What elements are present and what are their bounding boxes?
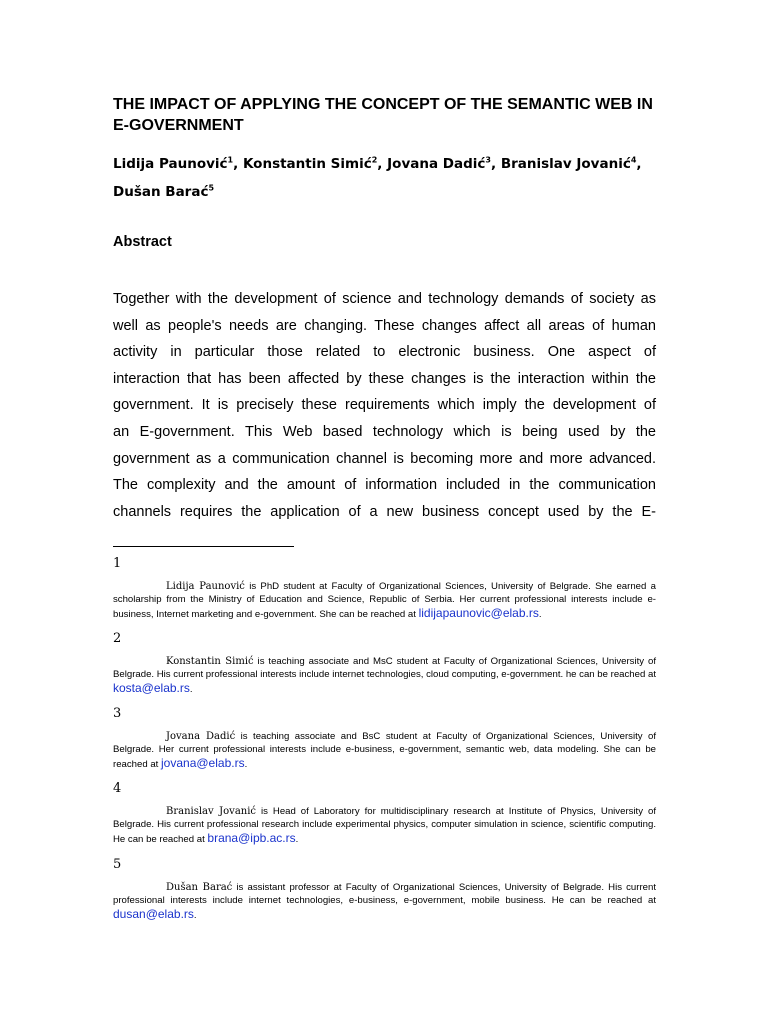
author-footnote-mark[interactable]: 1 bbox=[227, 155, 234, 165]
author-name: Dušan Barać bbox=[113, 184, 209, 200]
author-footnote-mark[interactable]: 2 bbox=[371, 155, 378, 165]
footnote bbox=[113, 857, 656, 922]
author-footnote-mark[interactable]: 4 bbox=[630, 155, 637, 165]
abstract-line: interaction that has been affected by these changes is the interaction within the bbox=[113, 370, 656, 387]
footnote-author-name: Jovana Dadić bbox=[166, 731, 236, 742]
footnote-body: is Head of Laboratory for multidisciplinary research at Institute of Physics, University of Belgrade. His current professional research include experimental physics, computer simulation in science, scientific computing. He can be reached at bbox=[113, 806, 656, 845]
author-name: Konstantin Simić bbox=[242, 156, 372, 172]
footnote-email-link[interactable]: jovana@elab.rs bbox=[161, 755, 245, 770]
abstract-body bbox=[113, 286, 656, 525]
footnote-separator bbox=[113, 546, 294, 547]
author-footnote-mark[interactable]: 3 bbox=[485, 155, 491, 165]
footnote-number: 5 bbox=[113, 857, 122, 872]
footnote-text bbox=[113, 730, 656, 771]
abstract-line: government. It is precisely these requirements which imply the development of bbox=[113, 397, 656, 414]
footnote-text bbox=[113, 580, 656, 621]
footnote-body: is teaching associate and BsC student at Faculty of Organizational Sciences, University of Belgrade. Her current professional interests include e-business, e-government, semantic web, data modeling. She can be reached at bbox=[113, 731, 656, 770]
footnote-period: . bbox=[189, 683, 193, 695]
footnote-email-link[interactable]: dusan@elab.rs bbox=[113, 906, 194, 921]
footnote-text bbox=[113, 805, 656, 846]
author-name: Branislav Jovanić bbox=[500, 156, 631, 172]
abstract-line: The complexity and the amount of information included in the communication bbox=[113, 477, 656, 494]
footnote-author-name: Dušan Barać bbox=[166, 882, 233, 893]
abstract-line: channels requires the application of a new business concept used by the E- bbox=[113, 503, 656, 520]
footnote-author-name: Branislav Jovanić bbox=[166, 806, 257, 817]
footnote-email-link[interactable]: kosta@elab.rs bbox=[113, 680, 190, 695]
footnote bbox=[113, 781, 656, 846]
footnote-author-name: Lidija Paunović bbox=[166, 581, 245, 592]
footnote bbox=[113, 706, 656, 771]
abstract-line: Together with the development of science and technology demands of society as bbox=[113, 291, 656, 307]
footnote-text bbox=[113, 881, 656, 922]
footnote-number: 3 bbox=[113, 706, 122, 721]
footnote-number: 4 bbox=[113, 781, 122, 796]
footnote-email-link[interactable]: brana@ipb.ac.rs bbox=[207, 830, 296, 845]
footnote-email-link[interactable]: lidijapaunovic@elab.rs bbox=[418, 605, 539, 620]
footnote-period: . bbox=[193, 909, 197, 921]
author-list: Lidija Paunović$^1$, Konstantin Simić$^2$, Jovana Dadić$^3$, Branislav Jovanić$^4$, Dušan Barać$^5$ bbox=[113, 155, 642, 200]
paper-title: THE IMPACT OF APPLYING THE CONCEPT OF THE SEMANTIC WEB IN E-GOVERNMENT bbox=[113, 96, 653, 134]
footnote-number: 2 bbox=[113, 631, 122, 646]
footnote-period: . bbox=[295, 833, 299, 845]
author-footnote-mark[interactable]: 5 bbox=[208, 183, 215, 193]
footnote-period: . bbox=[244, 758, 248, 770]
footnote-body: is PhD student at Faculty of Organizational Sciences, University of Belgrade. She earned a scholarship from the Ministry of Education and Science, Republic of Serbia. Her current professional interests include e-business, Internet marketing and e-government. She can be reached at bbox=[113, 581, 656, 620]
abstract-heading: Abstract bbox=[113, 234, 172, 250]
footnote-number: 1 bbox=[113, 556, 122, 571]
footnote-body: is teaching associate and MsC student at Faculty of Organizational Sciences, University of Belgrade. His current professional interests include internet technologies, cloud computing, e-government. he can be reached at bbox=[113, 656, 656, 681]
footnote-period: . bbox=[538, 608, 542, 620]
footnote bbox=[113, 556, 656, 621]
author-name: Jovana Dadić bbox=[387, 156, 486, 172]
abstract-line: well as people's needs are changing. These changes affect all areas of human bbox=[113, 317, 656, 334]
abstract-line: an E-government. This Web based technology which is being used by the bbox=[113, 423, 656, 440]
author-name: Lidija Paunović bbox=[113, 156, 228, 172]
footnote bbox=[113, 631, 656, 696]
abstract-line: government as a communication channel is becoming more and more advanced. bbox=[113, 450, 656, 467]
abstract-line: activity in particular those related to electronic business. One aspect of bbox=[113, 344, 656, 361]
footnote-body: is assistant professor at Faculty of Organizational Sciences, University of Belgrade. His current professional interests include internet technologies, e-business, e-government, mobile business. He can be reached at bbox=[113, 882, 656, 907]
footnote-text bbox=[113, 655, 656, 696]
footnote-author-name: Konstantin Simić bbox=[166, 656, 254, 667]
